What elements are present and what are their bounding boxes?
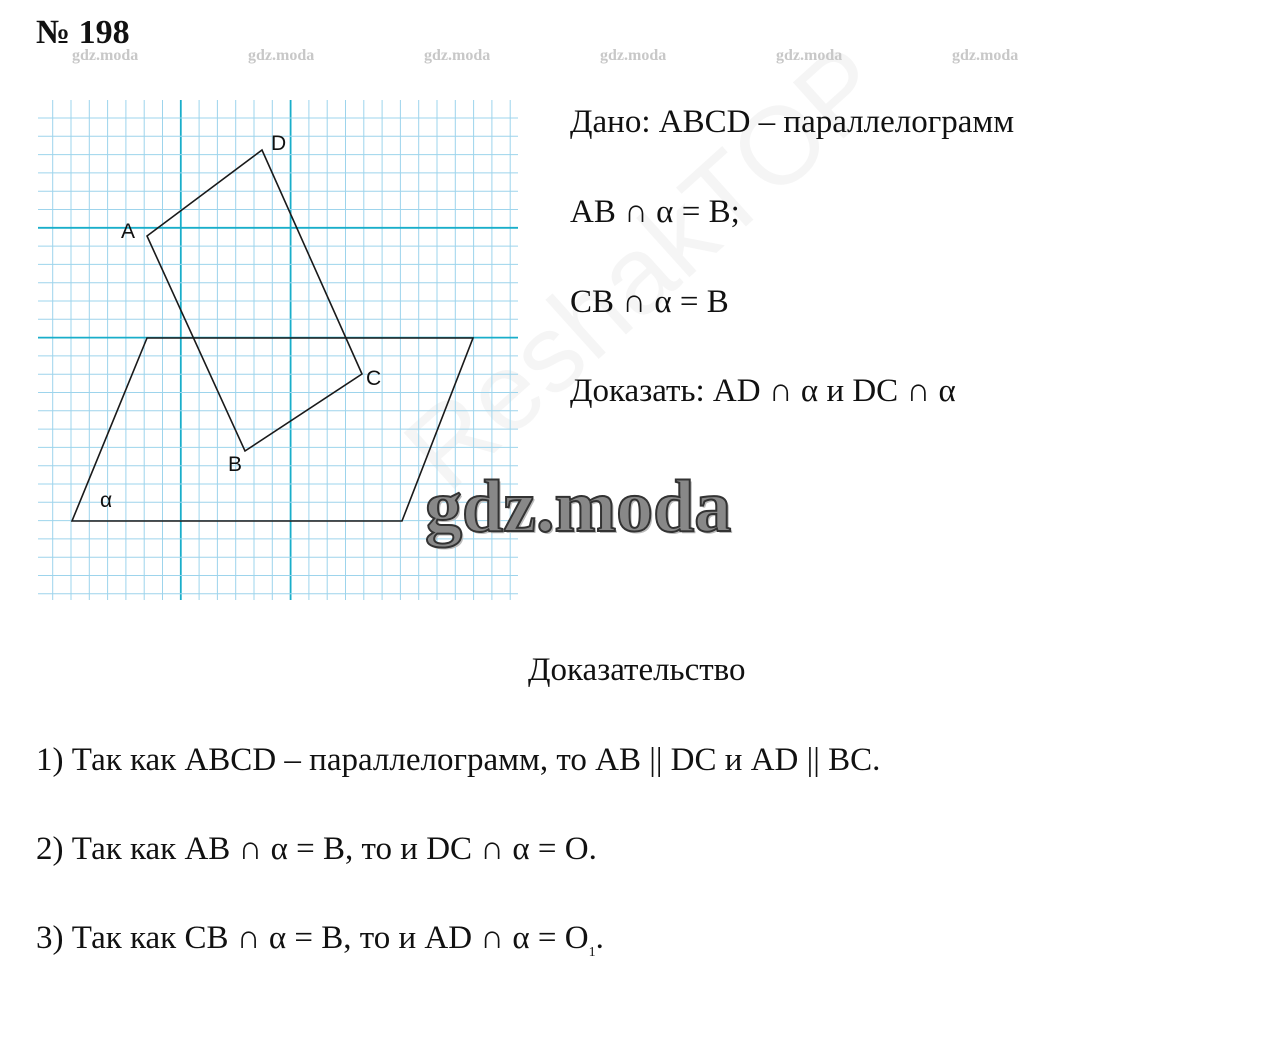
label-alpha: α [100,489,113,512]
subscript: 1 [588,945,596,960]
given-line: Дано: ABCD – параллелограмм [570,104,1015,140]
proof-step-3-text: 3) Так как CB ∩ α = B, то и AD ∩ α = O [36,920,589,956]
watermark-small: gdz.moda [248,47,315,64]
proof-step-1: 1) Так как ABCD – параллелограмм, то AB || DC и AD || BC. [36,742,881,778]
proof-step-2: 2) Так как AB ∩ α = B, то и DC ∩ α = O. [36,831,597,867]
watermark-small: gdz.moda [952,47,1019,64]
watermark-small: gdz.moda [424,47,491,64]
given-line: AB ∩ α = B; [570,194,740,230]
given-line: CB ∩ α = B [570,284,729,320]
watermark-small: gdz.moda [600,47,667,64]
label-c: C [366,367,382,390]
watermark-big: gdz.moda [425,466,732,548]
label-b: B [228,453,243,476]
watermark-small: gdz.moda [776,47,843,64]
label-a: A [121,220,136,243]
proof-step-3-end: . [595,920,604,956]
proof-step-3 [36,920,604,961]
proof-title: Доказательство [528,652,746,688]
problem-number: № 198 [36,14,130,51]
prove-line: Доказать: AD ∩ α и DC ∩ α [570,373,956,409]
watermark-small: gdz.moda [72,47,139,64]
label-d: D [271,132,287,155]
